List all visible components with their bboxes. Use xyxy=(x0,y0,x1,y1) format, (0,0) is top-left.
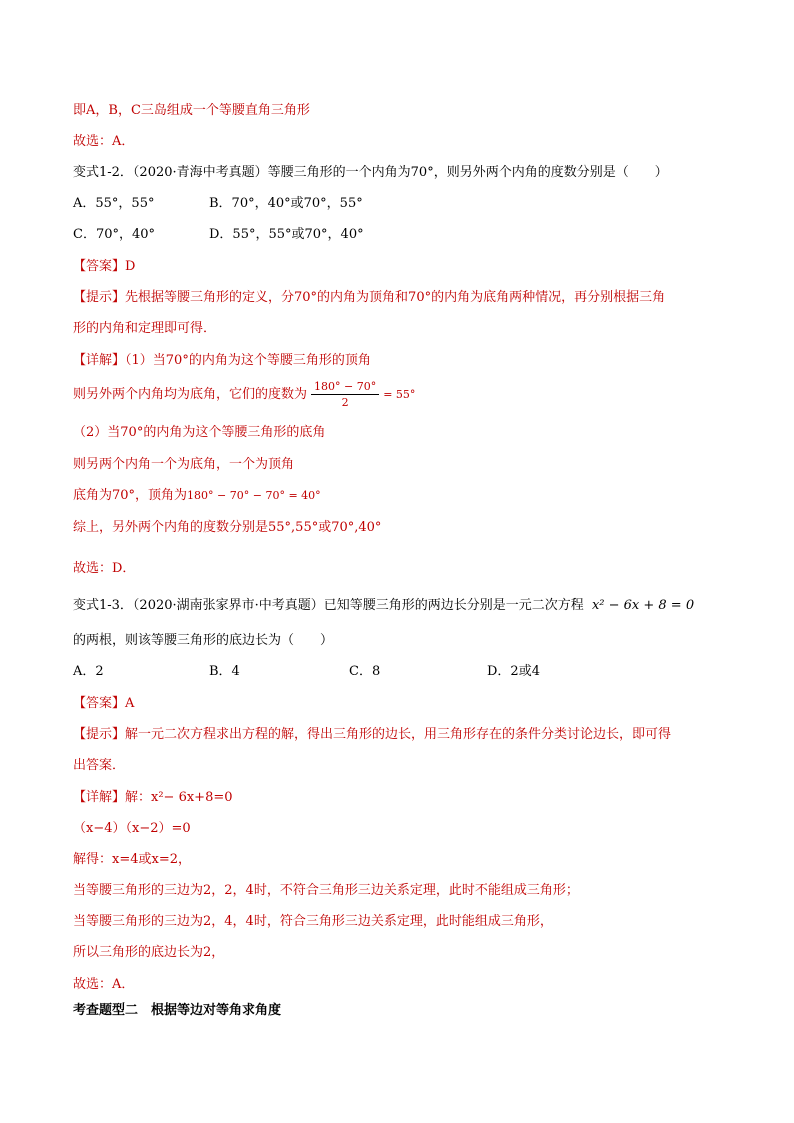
equation: x² − 6x + 8 = 0 xyxy=(591,598,695,613)
detail-text: 解：x²− 6x+8=0 xyxy=(125,790,233,805)
detail-text: 当等腰三角形的三边为2，2，4时，不符合三角形三边关系定理，此时不能组成三角形； xyxy=(73,883,579,898)
detail-text: 综上，另外两个内角的度数分别是55°,55°或70°,40° xyxy=(73,520,382,535)
fraction-denominator: 2 xyxy=(341,396,349,409)
option-a: A．2 xyxy=(73,664,104,679)
option-b: B．4 xyxy=(209,664,240,679)
detail-text: 底角为70°，顶角为 xyxy=(73,488,188,503)
hint-tag: 【提示】 xyxy=(73,290,126,305)
detail-line xyxy=(73,487,321,505)
math-result: = 55° xyxy=(383,388,416,401)
detail-tag: 【详解】 xyxy=(73,353,126,368)
detail xyxy=(73,352,371,370)
option-c: C．8 xyxy=(349,664,381,679)
detail xyxy=(73,789,233,807)
text-line: 故选：A． xyxy=(73,134,135,149)
detail-text: （1）当70°的内角为这个等腰三角形的顶角 xyxy=(125,353,371,368)
math-expression: 180° − 70° − 70° = 40° xyxy=(187,489,321,502)
detail-text: 所以三角形的底边长为2， xyxy=(73,945,225,960)
hint-cont: 形的内角和定理即可得． xyxy=(73,321,217,336)
detail-text: 则另外两个内角均为底角，它们的度数为 xyxy=(73,387,308,402)
option-c: C．70°，40° xyxy=(73,227,156,242)
options-row xyxy=(73,226,364,244)
hint-tag: 【提示】 xyxy=(73,727,126,742)
options-row xyxy=(73,195,363,213)
question-cont: 的两根，则该等腰三角形的底边长为（ ） xyxy=(73,633,334,648)
options-row xyxy=(73,663,540,681)
option-d: D．2或4 xyxy=(487,664,540,679)
detail-text: 当等腰三角形的三边为2，4，4时，符合三角形三边关系定理，此时能组成三角形， xyxy=(73,914,553,929)
detail-text: 则另两个内角一个为底角，一个为顶角 xyxy=(73,457,295,472)
hint xyxy=(73,289,665,307)
detail-fraction-line xyxy=(73,379,415,410)
conclusion: 故选：A． xyxy=(73,977,135,992)
text-line: 即A，B，C三岛组成一个等腰直角三角形 xyxy=(73,103,310,118)
detail-tag: 【详解】 xyxy=(73,790,126,805)
answer: 【答案】D xyxy=(73,259,136,274)
question-text: 变式1-3．（2020·湖南张家界市·中考真题）已知等腰三角形的两边长分别是一元二次方程 xyxy=(73,598,584,613)
hint-cont: 出答案． xyxy=(73,758,126,773)
hint-text: 先根据等腰三角形的定义，分70°的内角为顶角和70°的内角为底角两种情况，再分别根据三角 xyxy=(125,290,666,305)
question-1-3 xyxy=(73,597,694,615)
answer: 【答案】A xyxy=(73,696,135,711)
hint-text: 解一元二次方程求出方程的解，得出三角形的边长，用三角形存在的条件分类讨论边长，即可得 xyxy=(125,727,672,742)
section-title: 考查题型二 根据等边对等角求角度 xyxy=(73,1003,282,1018)
fraction-numerator: 180° − 70° xyxy=(311,379,379,395)
question-1-2: 变式1-2．（2020·青海中考真题）等腰三角形的一个内角为70°，则另外两个内角的度数分别是（ ） xyxy=(73,165,668,180)
conclusion: 故选：D． xyxy=(73,561,136,576)
option-a: A．55°，55° xyxy=(73,196,155,211)
option-d: D．55°，55°或70°，40° xyxy=(209,227,364,242)
detail-text: （2）当70°的内角为这个等腰三角形的底角 xyxy=(73,425,326,440)
fraction xyxy=(311,379,379,410)
hint xyxy=(73,726,671,744)
option-b: B．70°，40°或70°，55° xyxy=(209,196,363,211)
detail-text: 解得：x=4或x=2， xyxy=(73,852,191,867)
detail-text: （x−4）（x−2）=0 xyxy=(73,821,191,836)
